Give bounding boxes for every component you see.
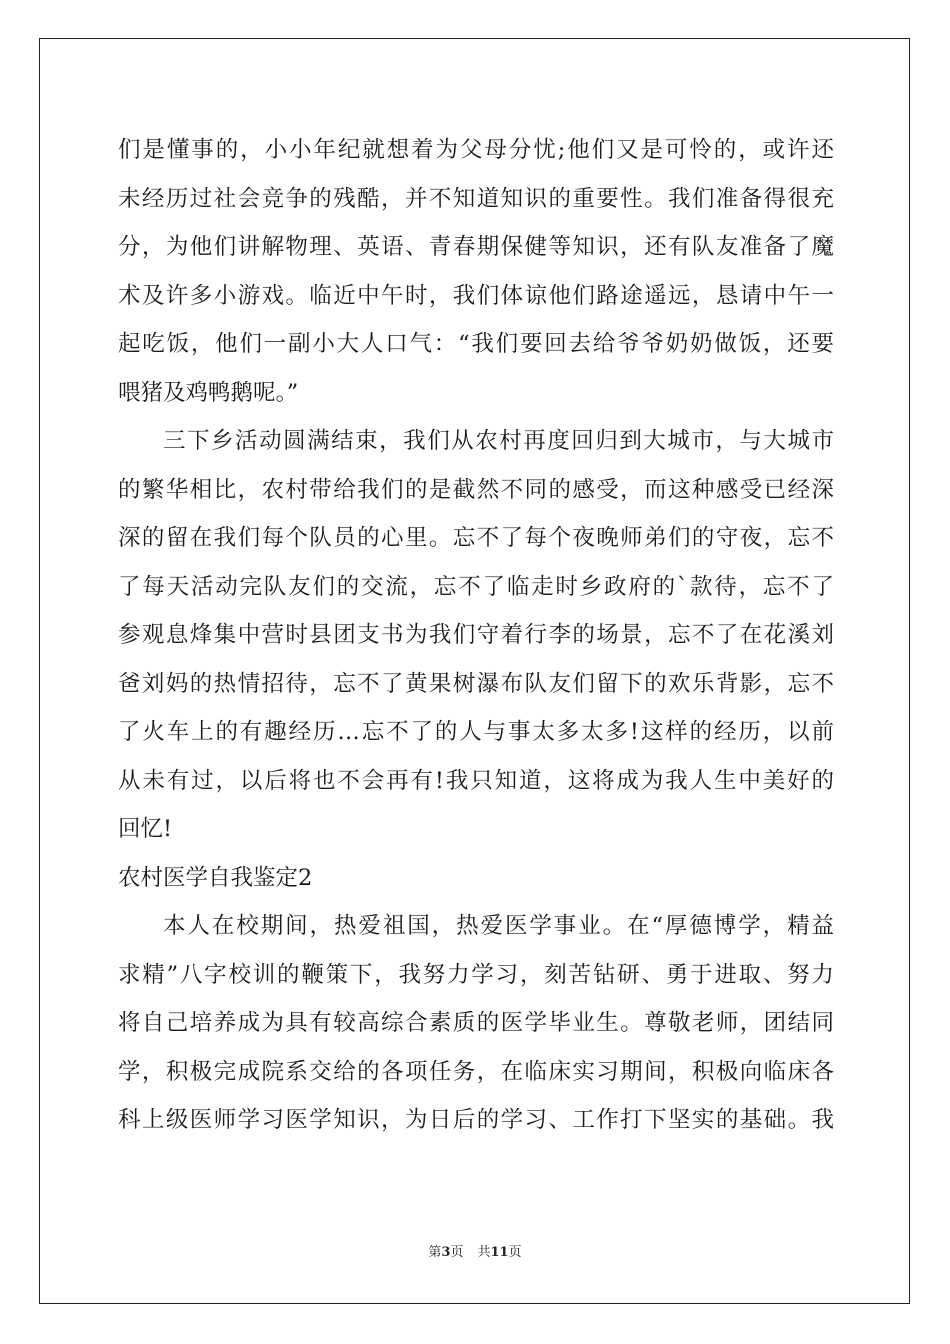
footer-page-suffix: 页 — [450, 1245, 464, 1260]
text-line: 本人在校期间，热爱祖国，热爱医学事业。在“厚德博学，精益 — [163, 913, 834, 939]
text-line: 将自己培养成为具有较高综合素质的医学毕业生。尊敬老师，团结同 — [118, 1010, 834, 1036]
text-line: 未经历过社会竞争的残酷，并不知道知识的重要性。我们准备得很充 — [118, 185, 834, 212]
text-line: 的繁华相比，农村带给我们的是截然不同的感受，而这种感受已经深 — [118, 476, 834, 503]
text-line: 喂猪及鸡鸭鹅呢。” — [118, 379, 299, 406]
text-line: 起吃饭，他们一副小大人口气：“我们要回去给爷爷奶奶做饭，还要 — [118, 331, 834, 357]
text-line: 术及许多小游戏。临近中午时，我们体谅他们路途遥远，恳请中午一 — [118, 282, 834, 309]
text-line: 学，积极完成院系交给的各项任务，在临床实习期间，积极向临床各 — [118, 1058, 834, 1085]
footer-prefix: 第 — [428, 1245, 442, 1260]
text-line: 了每天活动完队友们的交流，忘不了临走时乡政府的`款待，忘不了 — [118, 573, 834, 600]
page-footer — [0, 1245, 950, 1261]
current-page-number: 3 — [441, 1245, 451, 1260]
text-line: 回忆! — [118, 816, 173, 842]
footer-total-suffix: 页 — [508, 1245, 522, 1260]
text-line: 了火车上的有趣经历…忘不了的人与事太多太多!这样的经历，以前 — [118, 719, 834, 745]
text-line: 从未有过，以后将也不会再有!我只知道，这将成为我人生中美好的 — [118, 767, 834, 794]
text-line: 求精”八字校训的鞭策下，我努力学习，刻苦钻研、勇于进取、努力 — [118, 961, 834, 988]
text-line: 们是懂事的，小小年纪就想着为父母分忧;他们又是可怜的，或许还 — [118, 137, 834, 163]
text-line: 分，为他们讲解物理、英语、青春期保健等知识，还有队友准备了魔 — [118, 234, 834, 260]
total-pages-number: 11 — [490, 1245, 509, 1260]
footer-total-prefix: 共 — [477, 1245, 491, 1260]
text-line: 参观息烽集中营时县团支书为我们守着行李的场景，忘不了在花溪刘 — [118, 622, 834, 648]
section-heading: 农村医学自我鉴定2 — [118, 864, 313, 891]
text-line: 科上级医师学习医学知识，为日后的学习、工作打下坚实的基础。我 — [118, 1107, 834, 1133]
document-body — [118, 126, 834, 1145]
text-line: 三下乡活动圆满结束，我们从农村再度回归到大城市，与大城市 — [163, 428, 834, 454]
text-line: 爸刘妈的热情招待，忘不了黄果树瀑布队友们留下的欢乐背影，忘不 — [118, 670, 834, 697]
text-line: 深的留在我们每个队员的心里。忘不了每个夜晚师弟们的守夜，忘不 — [118, 525, 834, 551]
